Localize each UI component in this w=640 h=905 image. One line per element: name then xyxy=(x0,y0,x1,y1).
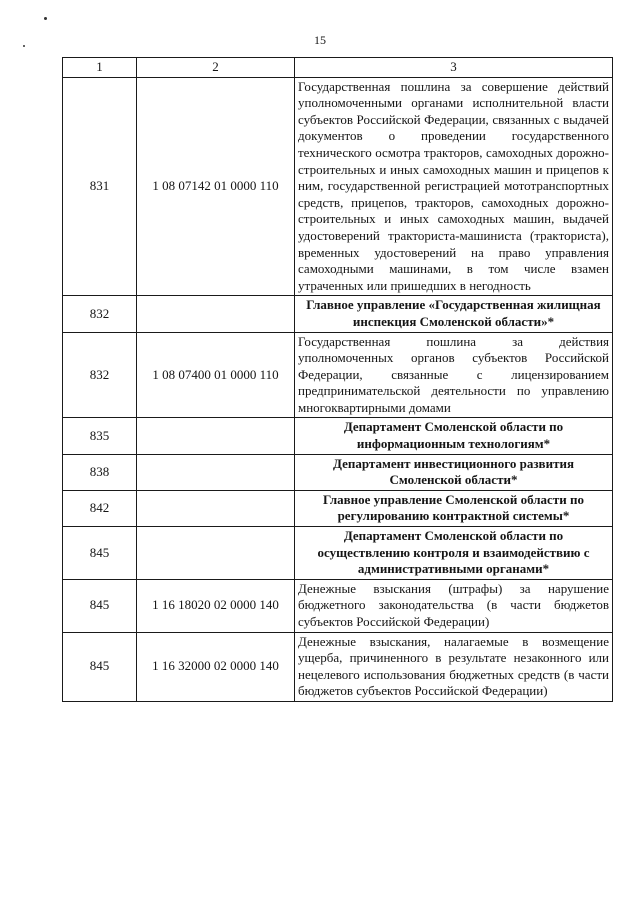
agency-name-cell: Департамент инвестиционного развития Смоленской области* xyxy=(295,454,613,490)
table-row xyxy=(63,632,613,701)
revenue-description-cell: Денежные взыскания, налагаемые в возмещение ущерба, причиненного в результате незаконного или нецелевого использования бюджетных средств (в части бюджетов субъектов Российской Федерации) xyxy=(295,632,613,701)
budget-classification-code-cell xyxy=(137,490,295,526)
budget-classification-code-cell: 1 16 18020 02 0000 140 xyxy=(137,579,295,632)
agency-name-cell: Главное управление Смоленской области по регулированию контрактной системы* xyxy=(295,490,613,526)
admin-code-cell: 835 xyxy=(63,418,137,454)
admin-code-cell: 838 xyxy=(63,454,137,490)
admin-code-cell: 845 xyxy=(63,632,137,701)
budget-code-table xyxy=(62,57,613,702)
agency-name-cell: Департамент Смоленской области по информационным технологиям* xyxy=(295,418,613,454)
table-row xyxy=(63,527,613,580)
budget-classification-code-cell xyxy=(137,454,295,490)
budget-classification-code-cell xyxy=(137,296,295,332)
table-row xyxy=(63,454,613,490)
revenue-description-cell: Государственная пошлина за действия уполномоченных органов субъектов Российской Федерации, связанные с лицензированием предпринимательской деятельности по управлению многоквартирными домами xyxy=(295,332,613,418)
admin-code-cell: 845 xyxy=(63,579,137,632)
budget-classification-code-cell: 1 16 32000 02 0000 140 xyxy=(137,632,295,701)
table-row xyxy=(63,418,613,454)
budget-classification-code-cell xyxy=(137,527,295,580)
admin-code-cell: 831 xyxy=(63,77,137,296)
table-row xyxy=(63,77,613,296)
admin-code-cell: 832 xyxy=(63,332,137,418)
table-row xyxy=(63,332,613,418)
table-row xyxy=(63,296,613,332)
table-row xyxy=(63,490,613,526)
admin-code-cell: 845 xyxy=(63,527,137,580)
agency-name-cell: Главное управление «Государственная жилищная инспекция Смоленской области»* xyxy=(295,296,613,332)
agency-name-cell: Департамент Смоленской области по осуществлению контроля и взаимодействию с административными органами* xyxy=(295,527,613,580)
column-header: 1 xyxy=(63,58,137,78)
scan-speck xyxy=(44,17,47,20)
budget-classification-code-cell xyxy=(137,418,295,454)
page-number: 15 xyxy=(314,33,326,47)
revenue-description-cell: Денежные взыскания (штрафы) за нарушение бюджетного законодательства (в части бюджетов субъектов Российской Федерации) xyxy=(295,579,613,632)
budget-classification-code-cell: 1 08 07142 01 0000 110 xyxy=(137,77,295,296)
revenue-description-cell: Государственная пошлина за совершение действий уполномоченными органами исполнительной власти субъектов Российской Федерации, связанных с выдачей документов о проведении государственного технического осмотра тракторов, самоходных дорожно-строительных и иных самоходных машин и прицепов к ним, государственной регистрацией мототранспортных средств, прицепов, тракторов, самоходных дорожно-строительных и иных самоходных машин, выдачей удостоверений тракториста-машиниста (тракториста), временных удостоверений на право управления самоходными машинами, в том числе взамен утраченных или пришедших в негодность xyxy=(295,77,613,296)
table-header-row xyxy=(63,58,613,78)
admin-code-cell: 832 xyxy=(63,296,137,332)
budget-classification-code-cell: 1 08 07400 01 0000 110 xyxy=(137,332,295,418)
table-row xyxy=(63,579,613,632)
admin-code-cell: 842 xyxy=(63,490,137,526)
column-header: 3 xyxy=(295,58,613,78)
column-header: 2 xyxy=(137,58,295,78)
